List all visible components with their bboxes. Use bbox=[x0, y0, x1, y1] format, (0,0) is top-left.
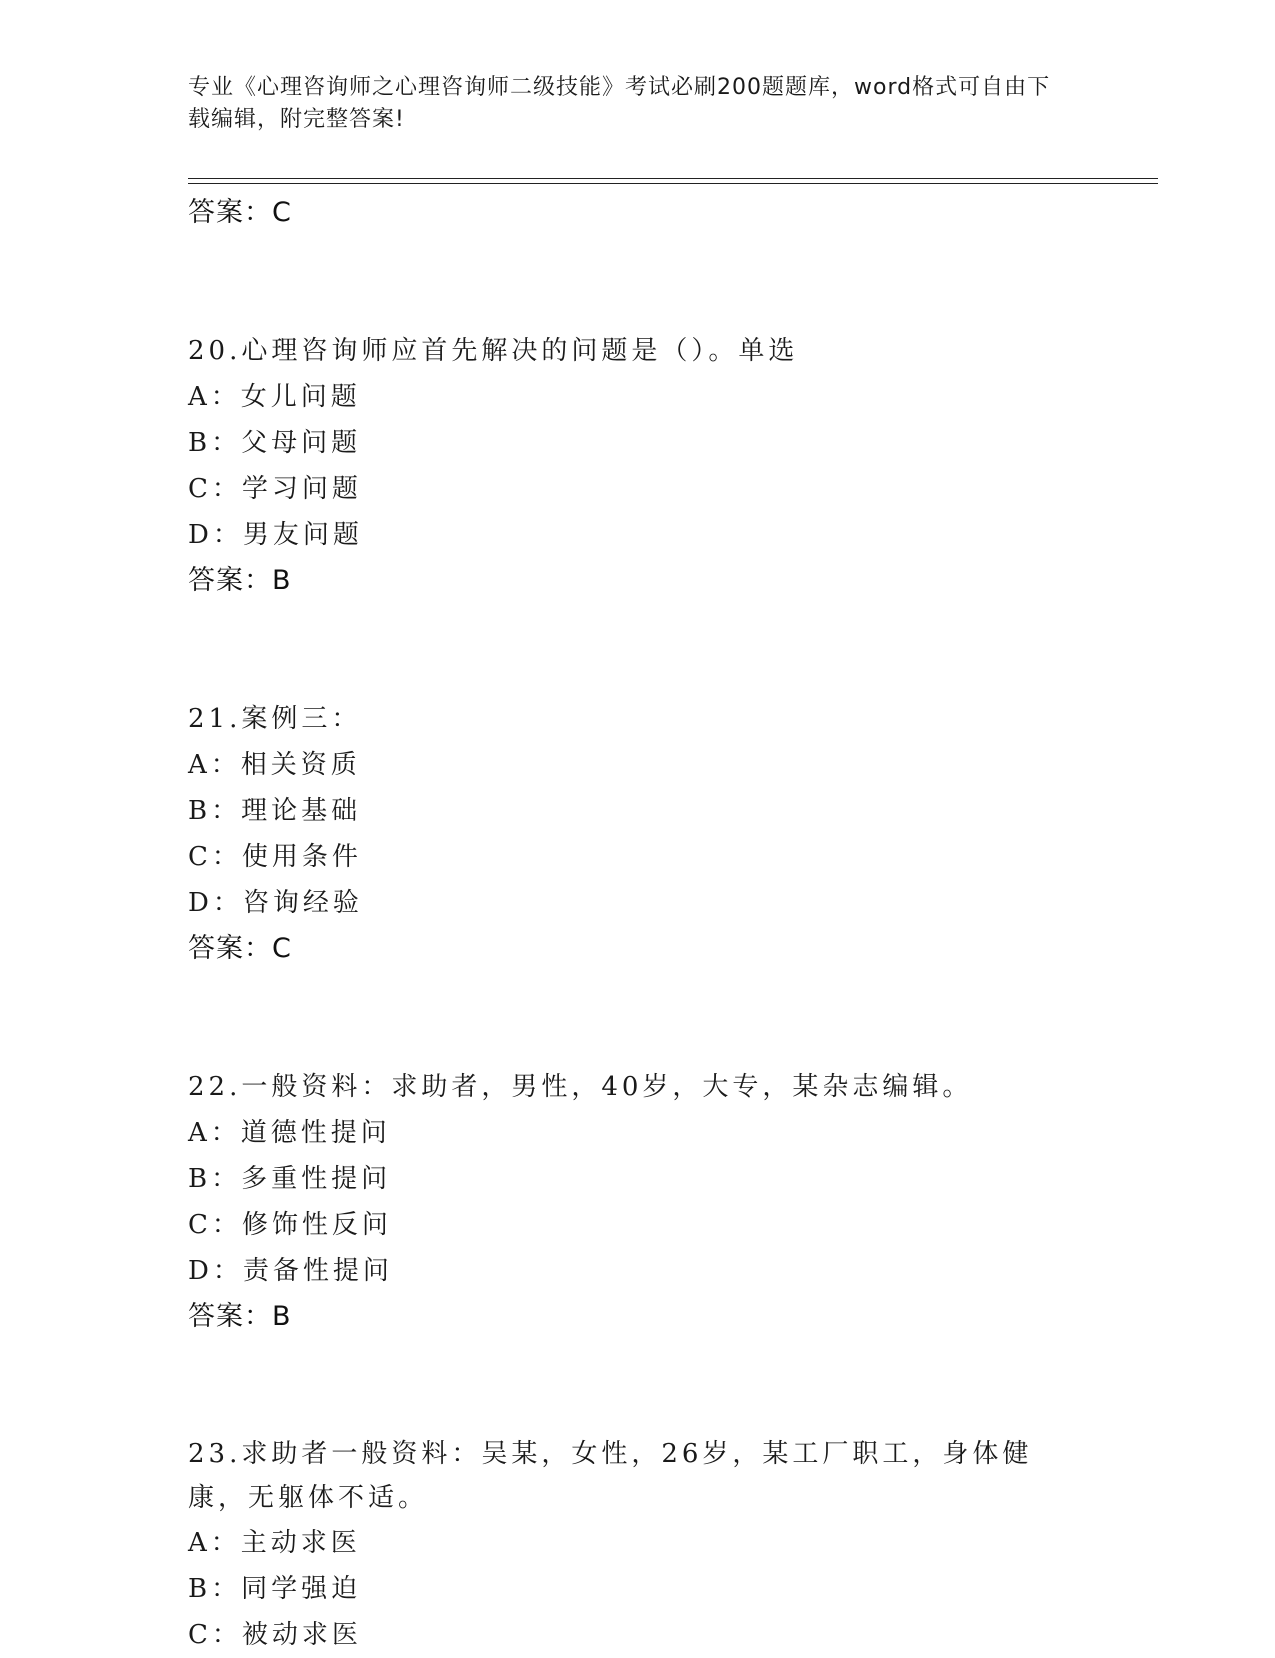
option-d: D：责备性提问 bbox=[188, 1256, 393, 1286]
header-rule-bottom bbox=[188, 183, 1158, 184]
spacer bbox=[188, 604, 1148, 696]
question-answer: 答案：C bbox=[188, 933, 292, 964]
option-b: B：同学强迫 bbox=[188, 1574, 362, 1604]
option-d: D：男友问题 bbox=[188, 520, 363, 550]
question-stem: 23.求助者一般资料：吴某，女性，26岁，某工厂职工，身体健康，无躯体不适。 bbox=[188, 1439, 1033, 1513]
option-a: A：相关资质 bbox=[188, 750, 361, 780]
question-stem: 20.心理咨询师应首先解决的问题是（）。单选 bbox=[188, 336, 799, 366]
option-b: B：理论基础 bbox=[188, 796, 362, 826]
spacer bbox=[188, 1340, 1148, 1432]
option-b: B：父母问题 bbox=[188, 428, 362, 458]
question-21 bbox=[188, 696, 1148, 972]
document-header: 专业《心理咨询师之心理咨询师二级技能》考试必刷200题题库，word格式可自由下载编辑，附完整答案! bbox=[188, 75, 1051, 132]
previous-answer: 答案：C bbox=[188, 197, 292, 228]
option-a: A：女儿问题 bbox=[188, 382, 361, 412]
question-stem: 21.案例三： bbox=[188, 704, 362, 734]
option-d: D：咨询经验 bbox=[188, 888, 363, 918]
option-a: A：主动求医 bbox=[188, 1528, 361, 1558]
question-stem: 22.一般资料：求助者，男性，40岁，大专，某杂志编辑。 bbox=[188, 1072, 973, 1102]
question-answer: 答案：B bbox=[188, 1301, 292, 1332]
spacer bbox=[188, 236, 1148, 328]
question-23 bbox=[188, 1432, 1148, 1658]
question-answer: 答案：B bbox=[188, 565, 292, 596]
question-list bbox=[188, 190, 1148, 1658]
spacer bbox=[188, 972, 1148, 1064]
option-c: C：修饰性反问 bbox=[188, 1210, 392, 1240]
header-rule-top bbox=[188, 178, 1158, 179]
option-b: B：多重性提问 bbox=[188, 1164, 392, 1194]
question-20 bbox=[188, 328, 1148, 604]
option-a: A：道德性提问 bbox=[188, 1118, 391, 1148]
option-c: C：学习问题 bbox=[188, 474, 362, 504]
question-22 bbox=[188, 1064, 1148, 1340]
option-c: C：使用条件 bbox=[188, 842, 362, 872]
option-c: C：被动求医 bbox=[188, 1620, 362, 1650]
